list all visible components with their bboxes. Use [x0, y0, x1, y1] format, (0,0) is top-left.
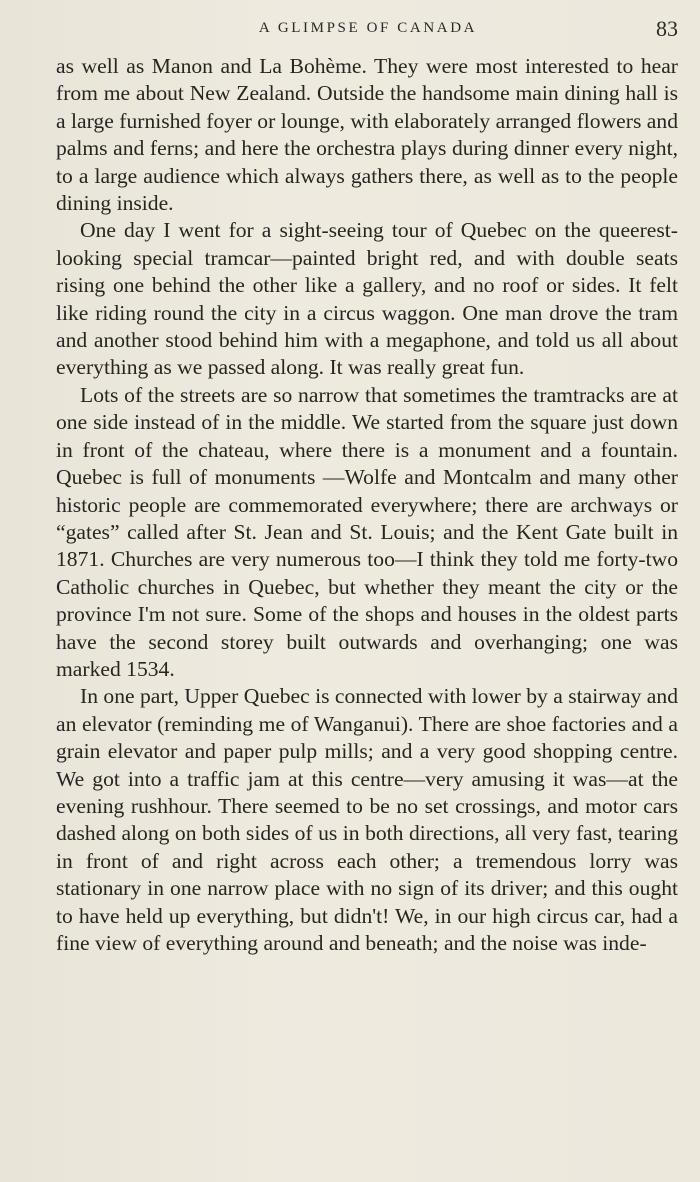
- running-head: [58, 16, 678, 44]
- paragraph: In one part, Upper Quebec is connected with lower by a stairway and an elevator (reminding me of Wanganui). There are shoe factories and a grain elevator and paper pulp mills; and a very good shopping centre. We got into a traffic jam at this centre—very amusing it was—at the evening rushhour. There seemed to be no set crossings, and motor cars dashed along on both sides of us in both directions, all very fast, tearing in front of and right across each other; a tremendous lorry was stationary in one narrow place with no sign of its driver; and this ought to have held up everything, but didn't! We, in our high circus car, had a fine view of everything around and beneath; and the noise was inde-: [56, 684, 678, 955]
- paragraph: as well as Manon and La Bohème. They were most interested to hear from me about New Zealand. Outside the handsome main dining hall is a large furnished foyer or lounge, with elaborately arranged flowers and palms and ferns; and here the orchestra plays during dinner every night, to a large audience which always gathers there, as well as to the people dining inside.: [56, 54, 678, 216]
- page-number: 83: [656, 16, 678, 41]
- body-text: [56, 53, 678, 957]
- paragraph: Lots of the streets are so narrow that sometimes the tramtracks are at one side instead of in the middle. We started from the square just down in front of the chateau, where there is a monument and a fountain. Quebec is full of monuments —Wolfe and Montcalm and many other historic people are commemorated everywhere; there are archways or “gates” called after St. Jean and St. Louis; and the Kent Gate built in 1871. Churches are very numerous too—I think they told me forty-two Catholic churches in Quebec, but whether they meant the city or the province I'm not sure. Some of the shops and houses in the oldest parts have the second storey built outwards and overhanging; one was marked 1534.: [56, 382, 678, 681]
- paragraph: One day I went for a sight-seeing tour of Quebec on the queerest-looking special tramcar—painted bright red, and with double seats rising one behind the other like a gallery, and no roof or sides. It felt like riding round the city in a circus waggon. One man drove the tram and another stood behind him with a megaphone, and told us all about everything as we passed along. It was really great fun.: [56, 218, 678, 380]
- running-title: A GLIMPSE OF CANADA: [258, 20, 478, 36]
